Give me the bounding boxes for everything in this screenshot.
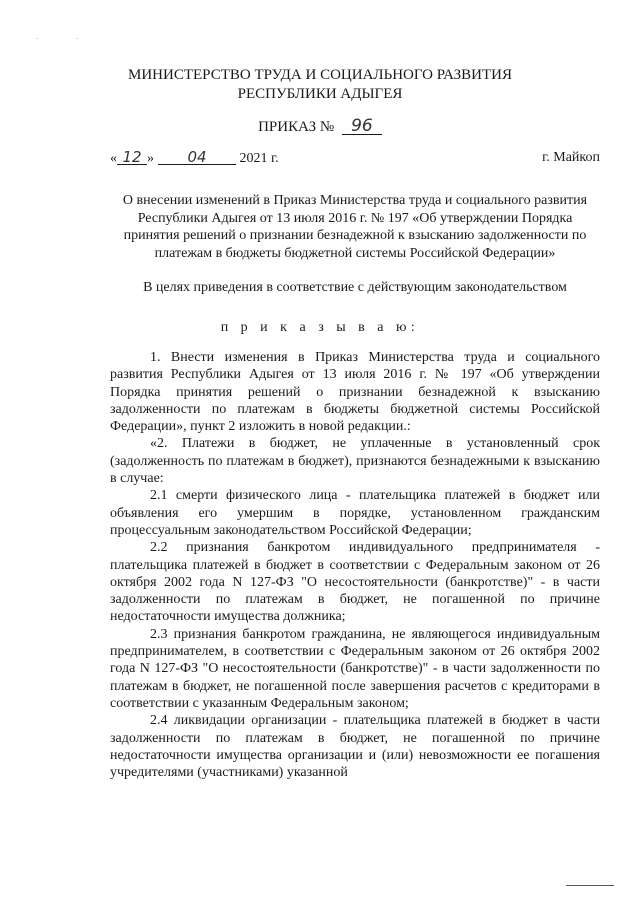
date-quote-close: »	[147, 151, 154, 166]
date-quote-open: «	[110, 151, 117, 166]
order-body	[110, 349, 600, 781]
ministry-title-line-2: РЕСПУБЛИКИ АДЫГЕЯ	[237, 86, 403, 102]
paragraph-2-2: 2.2 признания банкротом индивидуального предпринимателя - плательщика платежей в бюджет в соответствии с Федеральным законом от 26 октября 2002 года N 127-ФЗ "О несостоятельности (банкротстве)" - в части задолженности по платежам в бюджет, не погашенной по причине недостаточности имущества должника;	[110, 540, 600, 625]
date-day-handwritten: 12	[117, 150, 147, 165]
paragraph-2-4: 2.4 ликвидации организации - плательщика платежей в бюджет в части задолженности по платежам в бюджет, не погашенной по причине недостаточности имущества организации и (или) невозможности ее погашения учредителями (участниками) указанной	[110, 713, 600, 781]
order-label: ПРИКАЗ №	[258, 119, 335, 135]
prikazyvayu-label: п р и к а з ы в а ю:	[220, 320, 420, 335]
paragraph-1: 1. Внести изменения в Приказ Министерства труда и социального развития Республики Адыгея от 13 июля 2016 г. № 197 «Об утверждении Порядка принятия решений о признании безнадежной к взысканию задолженности по платежам в бюджеты бюджетной системы Российской Федерации», пункт 2 изложить в новой редакции.:	[110, 350, 600, 435]
scan-corner-marks: . .	[36, 32, 96, 41]
ministry-title-line-1: МИНИСТЕРСТВО ТРУДА И СОЦИАЛЬНОГО РАЗВИТИЯ	[128, 67, 512, 83]
city-name: г. Майкоп	[542, 150, 600, 165]
date-year: 2021 г.	[239, 151, 279, 166]
preamble: В целях приведения в соответствие с действующим законодательством	[143, 280, 567, 295]
order-title	[0, 118, 640, 136]
paragraph-2-1: 2.1 смерти физического лица - плательщика платежей в бюджет или объявления его умершим в порядке, установленном гражданским процессуальным законодательством Российской Федерации;	[110, 488, 600, 538]
order-number-handwritten: 96	[342, 118, 382, 135]
date-month-handwritten: 04	[158, 150, 236, 165]
paragraph-2-3: 2.3 признания банкротом гражданина, не являющегося индивидуальным предпринимателем, в соответствии с Федеральным законом от 26 октября 2002 года N 127-ФЗ "О несостоятельности (банкротстве)" - в части задолженности по платежам в бюджет, не погашенной после завершения расчетов с кредиторами в соответствии с указанным Федеральным законом;	[110, 626, 600, 711]
footer-line	[566, 885, 614, 886]
ministry-title	[0, 66, 640, 104]
paragraph-2: «2. Платежи в бюджет, не уплаченные в установленный срок (задолженность по платежам в бюджет), признаются безнадежными к взысканию в случае:	[110, 436, 600, 487]
order-date	[110, 150, 279, 167]
order-heading: О внесении изменений в Приказ Министерства труда и социального развития Республики Адыгея от 13 июля 2016 г. № 197 «Об утверждении Порядка принятия решений о признании безнадежной к взысканию задолженности по платежам в бюджеты бюджетной системы Российской Федерации»	[122, 193, 588, 261]
